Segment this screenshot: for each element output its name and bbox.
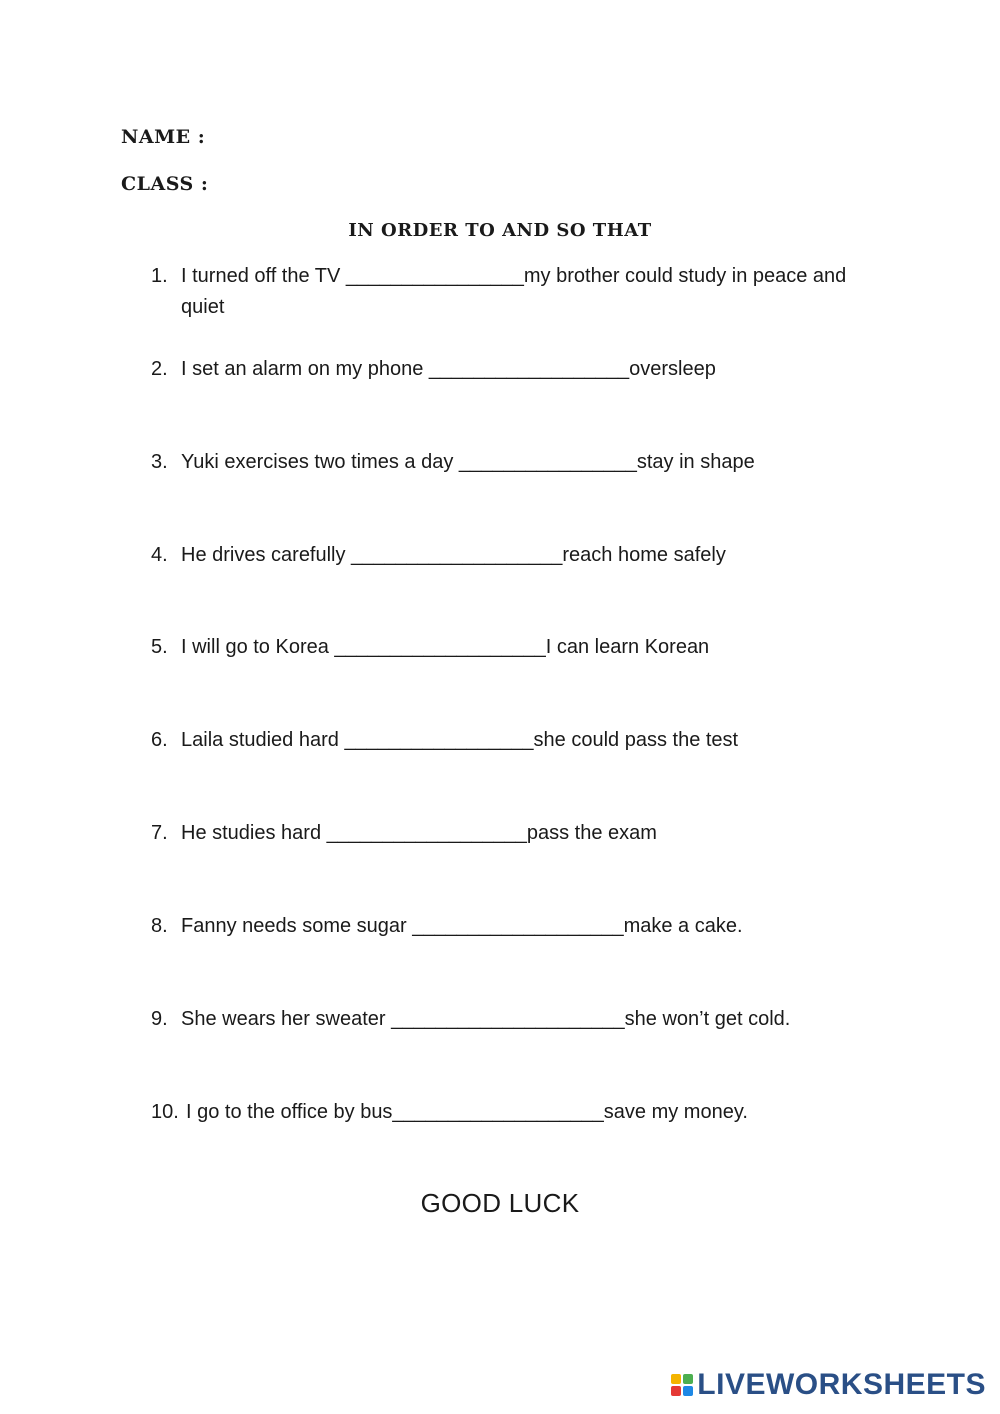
question-number: 10. (151, 1101, 179, 1123)
question-text: I set an alarm on my phone __________________oversleep (181, 358, 716, 380)
question-item (151, 725, 871, 756)
question-number: 9. (151, 1008, 168, 1030)
logo-square-green (683, 1374, 693, 1384)
question-number: 5. (151, 636, 168, 658)
name-label: NAME : (121, 126, 206, 148)
brand-wordmark: LIVEWORKSHEETS (697, 1368, 986, 1401)
logo-square-blue (683, 1386, 693, 1396)
question-text: He studies hard __________________pass the exam (181, 822, 657, 844)
question-text: I turned off the TV ________________my brother could study in peace and quiet (181, 265, 847, 318)
question-item (151, 261, 871, 323)
liveworksheets-branding[interactable] (671, 1368, 986, 1402)
question-text: Laila studied hard _________________she could pass the test (181, 729, 739, 751)
question-item (151, 1004, 871, 1035)
question-item (151, 1097, 871, 1128)
closing-message: GOOD LUCK (420, 1188, 580, 1218)
question-number: 2. (151, 358, 168, 380)
question-text: Yuki exercises two times a day ________________stay in shape (181, 451, 755, 473)
question-text: I will go to Korea ___________________I can learn Korean (181, 636, 710, 658)
question-item (151, 632, 871, 663)
question-text: She wears her sweater _____________________she won’t get cold. (181, 1008, 791, 1030)
question-text: He drives carefully ___________________reach home safely (181, 544, 726, 566)
question-item (151, 354, 871, 385)
question-number: 1. (151, 265, 168, 287)
question-text: Fanny needs some sugar ___________________make a cake. (181, 915, 743, 937)
question-number: 4. (151, 544, 168, 566)
question-number: 8. (151, 915, 168, 937)
question-number: 6. (151, 729, 168, 751)
worksheet-title: IN ORDER TO AND SO THAT (348, 220, 652, 241)
question-number: 7. (151, 822, 168, 844)
logo-square-red (671, 1386, 681, 1396)
class-label: CLASS : (121, 173, 209, 195)
question-item (151, 818, 871, 849)
liveworksheets-logo-icon (671, 1374, 693, 1396)
question-text: I go to the office by bus___________________save my money. (186, 1101, 748, 1123)
question-number: 3. (151, 451, 168, 473)
logo-square-yellow (671, 1374, 681, 1384)
question-item (151, 447, 871, 478)
question-item (151, 540, 871, 571)
question-item (151, 911, 871, 942)
